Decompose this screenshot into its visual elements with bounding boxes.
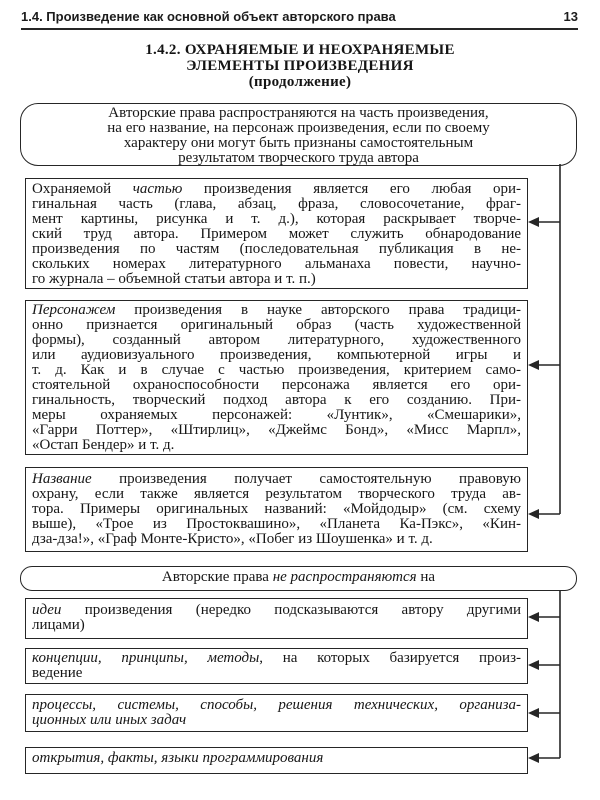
discoveries-box: открытия, факты, языки программирования [25,747,528,774]
page-title-line-1: 1.4.2. ОХРАНЯЕМЫЕ И НЕОХРАНЯЕМЫЕ [145,42,455,58]
ideas-box: идеи произведения (нередко подсказываются автору другими лицами) [25,598,528,639]
arrowhead-character-box [528,360,539,370]
running-head [21,8,578,25]
rights-not-extend-header-box: Авторские права не распространяются на [20,566,577,591]
header-rule [21,28,578,30]
protected-name-box: Название произведения получает самостоятельную правовую охрану, если также является результатом творческого труда ав- тора. Примеры оригинальных названий: «Мойдодыр» (см. схему выше), «Трое из Простоквашино», «Планета Ка-Пэкс», «Кин- дза-дза!», «Граф Монте-Кристо», «Побег из Шоушенка» и т. д. [25,467,528,552]
protected-part-box: Охраняемой частью произведения является его любая ори- гинальная часть (глава, абзац, фраза, словосочетание, фраг- мент картины, рисунка и т. д.), которая раскрывает творче- ский труд автора. Примером может служить обнародование произведения по частям (последовательная публикация в не- скольких номерах литературного альманаха повести, научно- го журнала – объемной статьи автора и т. п.) [25,178,528,289]
section-breadcrumb: 1.4. Произведение как основной объект авторского права [21,9,396,24]
arrowhead-ideas-box [528,612,539,622]
protected-character-box: Персонажем произведения в науке авторского права традици- онно признается оригинальный образ (часть художественной формы), созданный автором литературного, художественного или аудиовизуального произведения, компьютерной игры и т. д. Как и в случае с частью произведения, критерием само- стоятельной охраноспособности персонажа является его ори- гинальность, творческий подход автора к его созданию. При- меры охраняемых персонажей: «Лунтик», «Смешарики», «Гарри Поттер», «Штирлиц», «Джеймс Бонд», «Мисс Марпл», «Остап Бендер» и т. д. [25,300,528,455]
page-title-line-3: (продолжение) [248,74,352,90]
arrowhead-part-box [528,217,539,227]
rights-extend-header-box: Авторские права распространяются на часть произведения, на его название, на персонаж произведения, если по своему характеру они могут быть признаны самостоятельным результатом творческого труда автора [20,103,577,166]
page-title [0,42,600,90]
processes-box: процессы, системы, способы, решения технических, организа- ционных или иных задач [25,694,528,732]
arrowhead-processes-box [528,708,539,718]
page-number: 13 [563,9,578,24]
arrowhead-name-box [528,509,539,519]
page-title-line-2: ЭЛЕМЕНТЫ ПРОИЗВЕДЕНИЯ [186,58,414,74]
arrowhead-discoveries-box [528,753,539,763]
concepts-box: концепции, принципы, методы, на которых базируется произ- ведение [25,648,528,684]
arrowhead-concepts-box [528,660,539,670]
